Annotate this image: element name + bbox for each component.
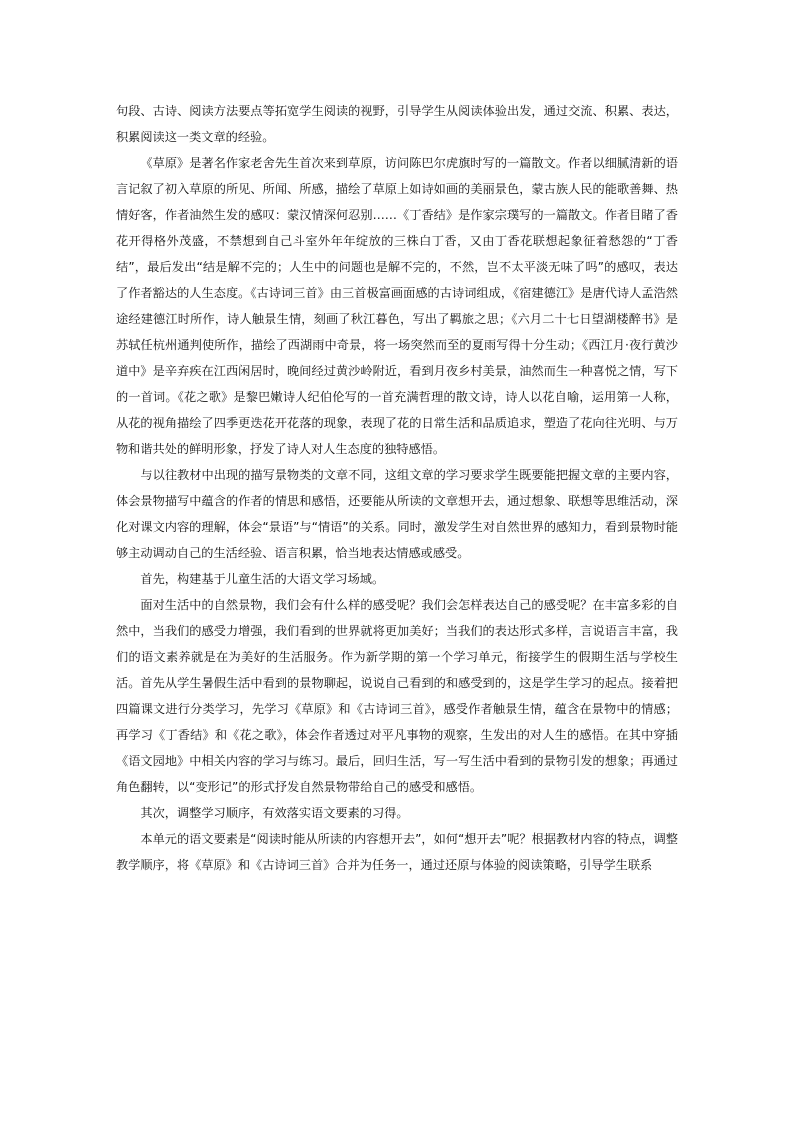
paragraph-first-point: 首先，构建基于儿童生活的大语文学习场域。 [140,572,385,586]
paragraph-life-learning-field: 面对生活中的自然景物，我们会有什么样的感受呢？我们会怎样表达自己的感受呢？在丰富多彩的自然中，当我们的感受力增强，我们看到的世界就将更加美好；当我们的表达形式多样，言说语言丰富，我们的语文素养就是在为美好的生活服务。作为新学期的第一个学习单元，衔接学生的假期生活与学校生活。首先从学生暑假生活中看到的景物聊起，说说自己看到的和感受到的，这是学生学习的起点。接着把四篇课文进行分类学习，先学习《草原》和《古诗词三首》，感受作者触景生情，蕴含在景物中的情感；再学习《丁香结》和《花之歌》，体会作者透过对平凡事物的观察，生发出的对人生的感悟。在其中穿插《语文园地》中相关内容的学习与练习。最后，回归生活，写一写生活中看到的景物引发的想象；再通过角色翻转，以“变形记”的形式抒发自然景物带给自己的感受和感悟。 [116,598,678,794]
paragraph-reading-experience: 句段、古诗、阅读方法要点等拓宽学生阅读的视野，引导学生从阅读体验出发，通过交流、积累、表达，积累阅读这一类文章的经验。 [116,104,678,144]
document-page [116,98,678,878]
paragraph-language-elements: 本单元的语文要素是“阅读时能从所读的内容想开去”，如何“想开去”呢？根据教材内容的特点，调整教学顺序，将《草原》和《古诗词三首》合并为任务一，通过还原与体验的阅读策略，引导学生联系 [116,832,678,872]
paragraph-second-point: 其次，调整学习顺序，有效落实语文要素的习得。 [140,806,409,820]
paragraph-text-introductions: 《草原》是著名作家老舍先生首次来到草原，访问陈巴尔虎旗时写的一篇散文。作者以细腻清新的语言记叙了初入草原的所见、所闻、所感，描绘了草原上如诗如画的美丽景色，蒙古族人民的能歌善舞、热情好客，作者油然生发的感叹：蒙汉情深何忍别……《丁香结》是作家宗璞写的一篇散文。作者目睹了香花开得格外茂盛，不禁想到自己斗室外年年绽放的三株白丁香，又由丁香花联想起象征着愁怨的“丁香结”，最后发出“结是解不完的；人生中的问题也是解不完的，不然，岂不太平淡无味了吗”的感叹，表达了作者豁达的人生态度。《古诗词三首》由三首极富画面感的古诗词组成，《宿建德江》是唐代诗人孟浩然途经建德江时所作，诗人触景生情，刻画了秋江暮色，写出了羁旅之思；《六月二十七日望湖楼醉书》是苏轼任杭州通判使所作，描绘了西湖雨中奇景，将一场突然而至的夏雨写得十分生动；《西江月·夜行黄沙道中》是辛弃疾在江西闲居时，晚间经过黄沙岭附近，看到月夜乡村美景，油然而生一种喜悦之情，写下的一首词。《花之歌》是黎巴嫩诗人纪伯伦写的一首充满哲理的散文诗，诗人以花自喻，运用第一人称，从花的视角描绘了四季更迭花开花落的现象，表现了花的日常生活和品质追求，塑造了花向往光明、与万物和谐共处的鲜明形象，抒发了诗人对人生态度的独特感悟。 [116,156,678,456]
paragraph-learning-requirements: 与以往教材中出现的描写景物类的文章不同，这组文章的学习要求学生既要能把握文章的主要内容，体会景物描写中蕴含的作者的情思和感悟，还要能从所读的文章想开去，通过想象、联想等思维活动，深化对课文内容的理解，体会“景语”与“情语”的关系。同时，激发学生对自然世界的感知力，看到景物时能够主动调动自己的生活经验、语言积累，恰当地表达情感或感受。 [116,468,678,560]
